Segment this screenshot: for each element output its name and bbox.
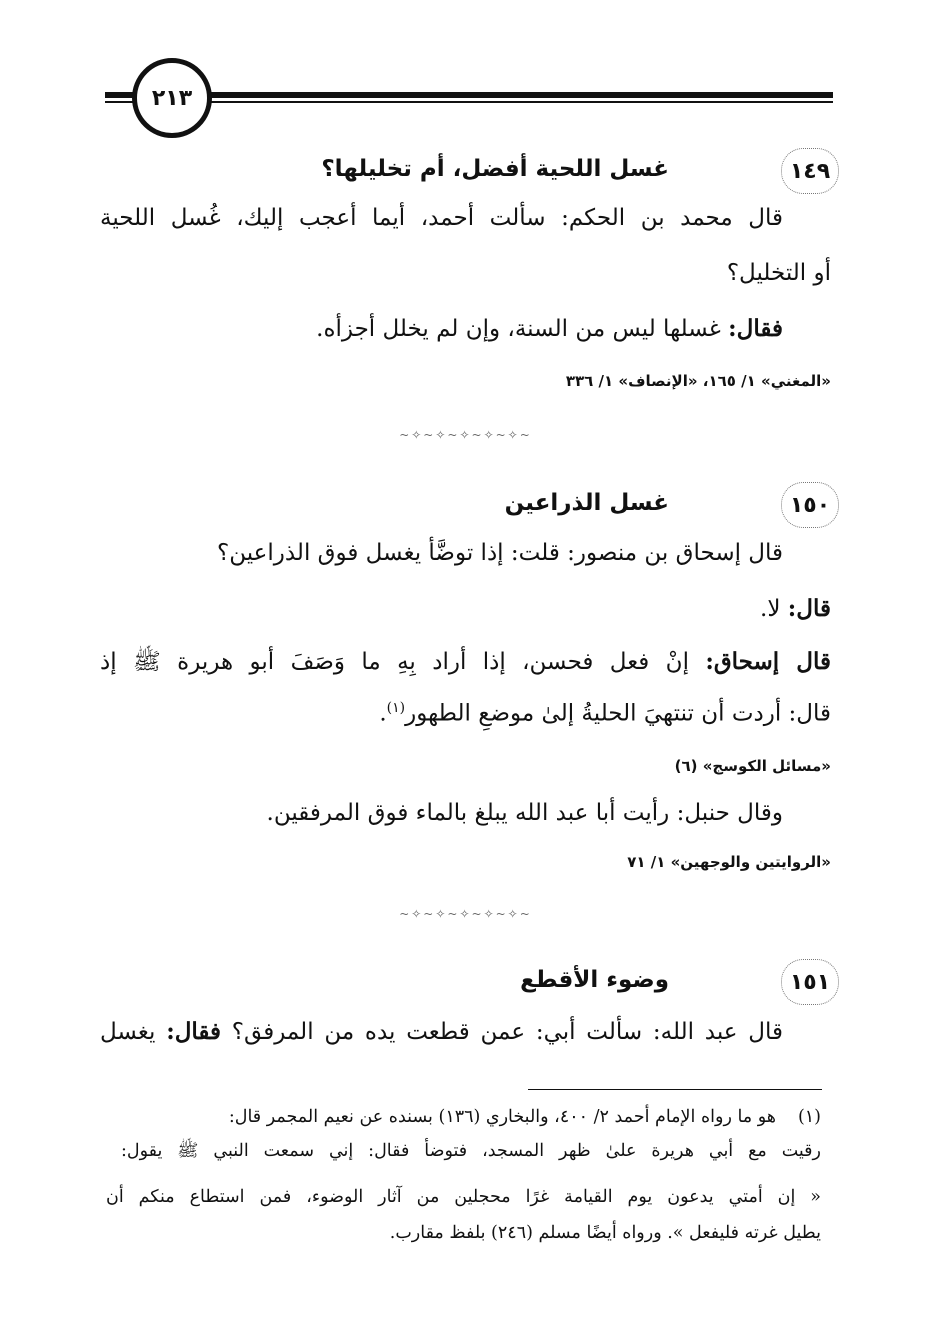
section-title: وضوء الأقطع [520, 967, 669, 993]
section-divider-ornament: ~✧~✧~✧~✧~✧~ [399, 907, 532, 921]
paragraph-line: أو التخليل؟ [726, 260, 831, 286]
answer-label: فقال: [166, 1018, 222, 1045]
answer-line: فقال: غسلها ليس من السنة، وإن لم يخلل أجزأه. [316, 315, 783, 342]
footnote-line: يطيل غرته فليفعل ». ورواه أيضًا مسلم (٢٤٦) بلفظ مقارب. [389, 1223, 821, 1243]
paragraph-line: قال محمد بن الحكم: سألت أحمد، أيما أعجب إليك، غُسل اللحية [100, 205, 783, 231]
section-149-heading [100, 148, 839, 198]
answer-label: قال: [787, 595, 831, 622]
footnote-reference[interactable]: (١) [386, 700, 406, 716]
answer-line: قال: لا. [760, 595, 831, 622]
footnote-line: هو ما رواه الإمام أحمد ٢/ ٤٠٠، والبخاري (١٣٦) بسنده عن نعيم المجمر قال: [228, 1107, 776, 1127]
section-title: غسل اللحية أفضل، أم تخليلها؟ [321, 156, 669, 182]
footnote-line: « إن أمتي يدعون يوم القيامة غرًا محجلين من آثار الوضوء، فمن استطاع منكم أن [106, 1187, 821, 1207]
footnote-line: رقيت مع أبي هريرة علىٰ ظهر المسجد، فتوضأ فقال: إني سمعت النبي ﷺ يقول: [121, 1141, 821, 1161]
section-divider-ornament: ~✧~✧~✧~✧~✧~ [399, 428, 532, 442]
footnote-rule [528, 1089, 822, 1090]
paragraph-line: قال إسحاق: إنْ فعل فحسن، إذا أراد بِهِ ما وَصَفَ أبو هريرة ﷺ إذ [100, 648, 831, 675]
page-number: ٢١٣ [151, 85, 193, 111]
section-number-badge: ١٥١ [781, 959, 839, 1005]
section-151-heading [100, 959, 839, 1009]
header-rule-thick [105, 92, 833, 98]
page-number-circle [132, 58, 212, 138]
section-number-badge: ١٥٠ [781, 482, 839, 528]
source-citation: «الروايتين والوجهين» ١/ ٧١ [627, 853, 831, 871]
paragraph-line: وقال حنبل: رأيت أبا عبد الله يبلغ بالماء فوق المرفقين. [266, 800, 783, 826]
section-number-badge: ١٤٩ [781, 148, 839, 194]
ishaq-label: قال إسحاق: [705, 648, 831, 675]
section-150-heading [100, 482, 839, 532]
section-title: غسل الذراعين [504, 490, 669, 516]
header-rule-thin [105, 101, 833, 103]
paragraph-line: قال إسحاق بن منصور: قلت: إذا توضَّأ يغسل فوق الذراعين؟ [216, 540, 783, 566]
source-citation: «المغني» ١/ ١٦٥، «الإنصاف» ١/ ٣٣٦ [565, 372, 831, 390]
footnote-marker: (١) [797, 1107, 821, 1127]
paragraph-line: قال: أردت أن تنتهيَ الحليةُ إلىٰ موضعِ الطهور$^{(١)}$. [379, 700, 831, 727]
source-citation: «مسائل الكوسج» (٦) [674, 757, 831, 775]
answer-label: فقال: [728, 315, 783, 342]
paragraph-line: قال عبد الله: سألت أبي: عمن قطعت يده من المرفق؟ فقال: يغسل [100, 1018, 783, 1045]
